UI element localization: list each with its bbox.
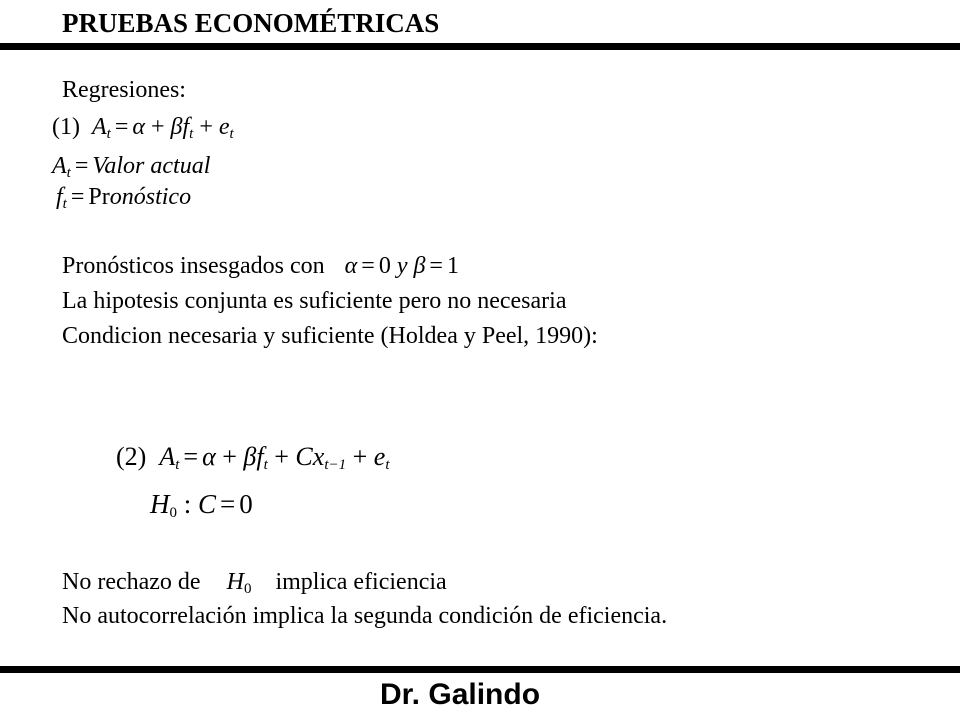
line-hipotesis: La hipotesis conjunta es suficiente pero no necesaria xyxy=(62,288,567,314)
line-condicion: Condicion necesaria y suficiente (Holdea y Peel, 1990): xyxy=(62,323,598,349)
condition-y: y xyxy=(396,253,408,279)
line-rechazo-suffix: implica eficiencia xyxy=(275,569,447,595)
footer-author: Dr. Galindo xyxy=(380,678,541,711)
top-divider xyxy=(0,43,960,50)
line-insesgados-text: Pronósticos insesgados con xyxy=(62,253,325,279)
definition-f-rhs-prefix: Pr xyxy=(88,184,110,210)
equation-1: (1) $A_t = \alpha + \beta f_t + e_t$ xyxy=(52,114,234,142)
line-autocorrelacion: No autocorrelación implica la segunda condición de eficiencia. xyxy=(62,603,668,629)
line-rechazo xyxy=(62,569,447,598)
line-insesgados xyxy=(62,253,459,280)
equation-1-number: (1) xyxy=(52,114,80,140)
null-hypothesis: $H_0$ : C = 0 xyxy=(150,489,253,521)
bottom-divider xyxy=(0,666,960,673)
definition-f: $f_t$ = Pronóstico xyxy=(56,184,192,212)
definition-a-rhs: Valor actual xyxy=(92,153,211,179)
slide-title: PRUEBAS ECONOMÉTRICAS xyxy=(62,8,440,38)
equation-2: (2) $A_t = \alpha + \beta f_t + Cx_{t-1} + e_t$ xyxy=(116,442,390,473)
regresiones-label: Regresiones: xyxy=(62,77,186,103)
insesgados-condition: α = 0 y β = 1 xyxy=(344,253,459,279)
line-rechazo-prefix: No rechazo de xyxy=(62,569,201,595)
h0-inline: $H_0$ xyxy=(226,569,252,597)
equation-2-number: (2) xyxy=(116,442,147,471)
definition-a: $A_t$ = Valor actual xyxy=(52,153,211,181)
definition-f-rhs-rest: onóstico xyxy=(109,184,192,210)
